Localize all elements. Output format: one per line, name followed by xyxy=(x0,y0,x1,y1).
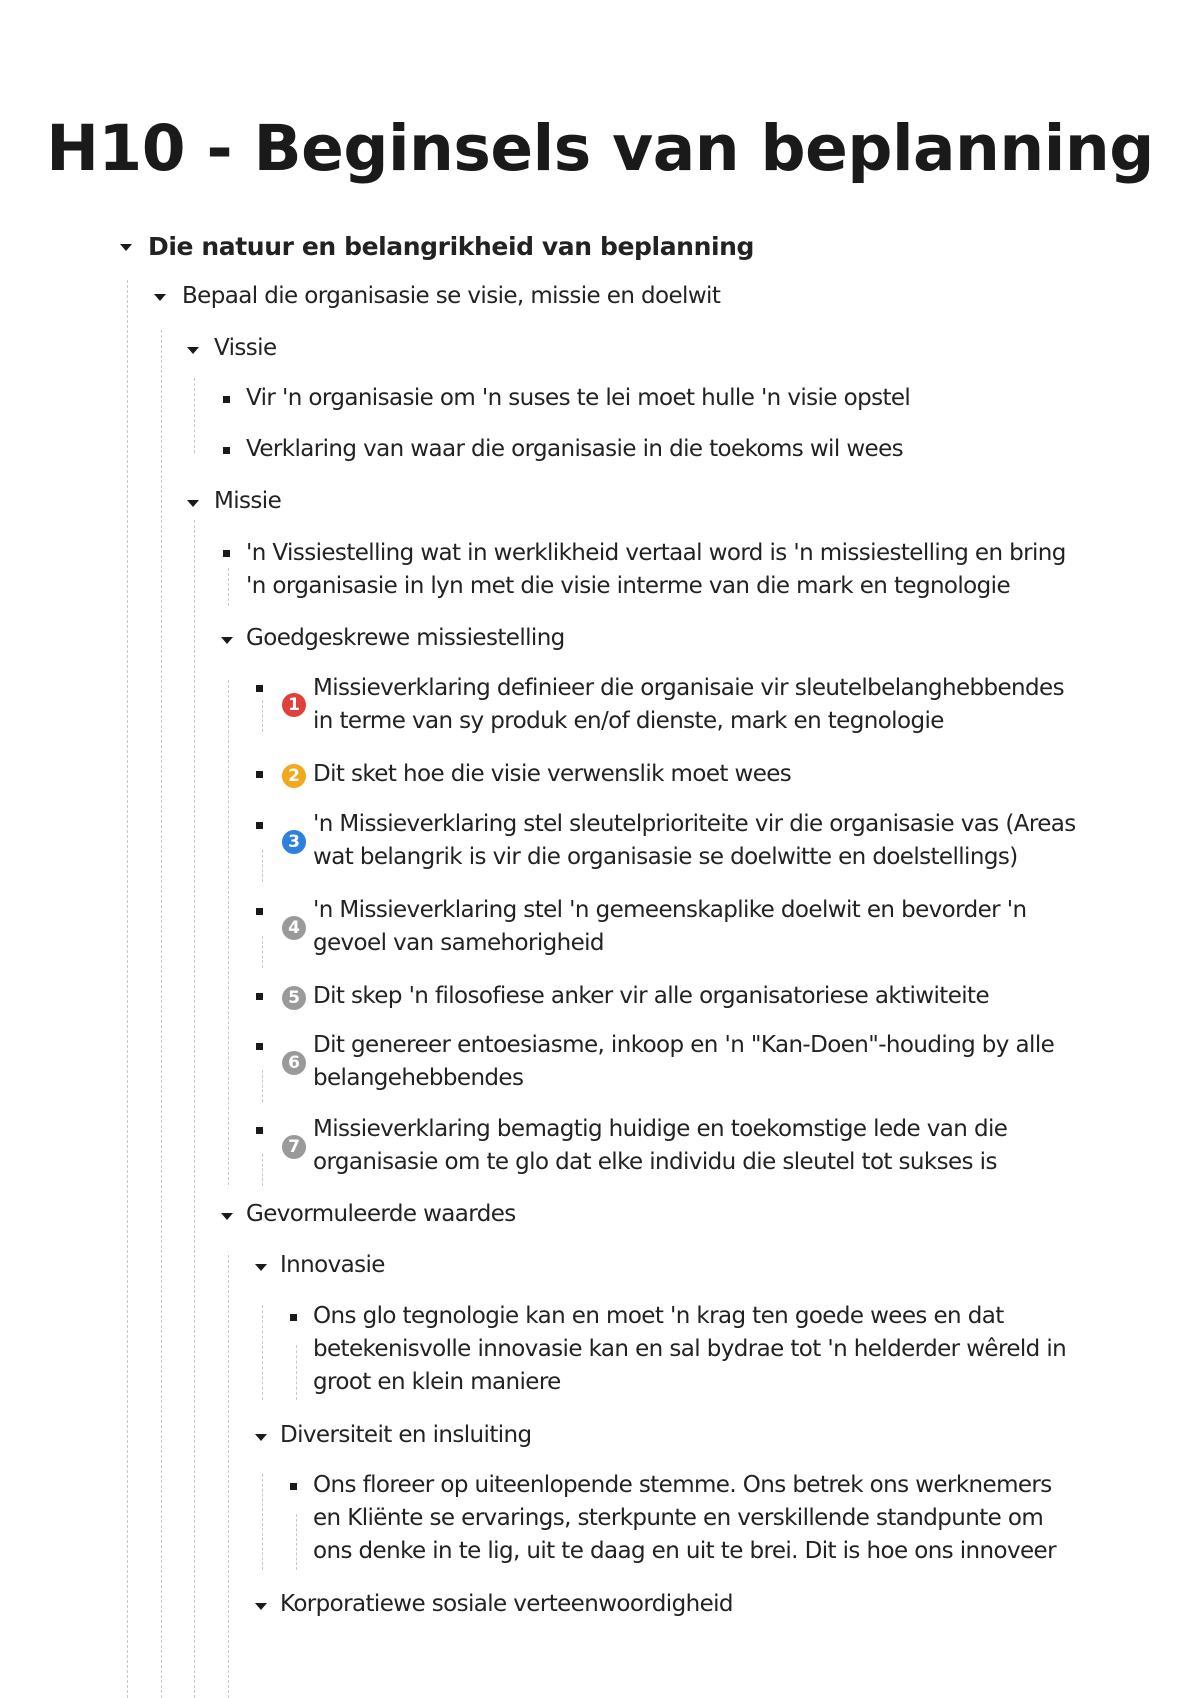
outline-item-missie: Missie xyxy=(214,488,282,514)
outline-item-diversiteit: Diversiteit en insluiting xyxy=(280,1422,532,1448)
bullet-icon xyxy=(256,771,263,778)
number-1-icon: 1 xyxy=(282,693,306,717)
guide-goed-1 xyxy=(262,700,263,732)
list-item: Dit sket hoe die visie verwenslik moet wees xyxy=(313,761,792,787)
outline-item-waardes: Gevormuleerde waardes xyxy=(246,1201,516,1227)
page-title: H10 - Beginsels van beplanning xyxy=(46,112,1154,185)
guide-goed-7 xyxy=(262,1154,263,1186)
toggle-caret-icon[interactable] xyxy=(187,347,199,354)
number-2-icon: 2 xyxy=(282,764,306,788)
guide-innovasie xyxy=(262,1305,263,1400)
list-item-continuation: en Kliënte se ervarings, sterkpunte en verskillende standpunte om xyxy=(313,1505,1044,1531)
guide-innovasie-item xyxy=(296,1345,297,1400)
list-item: Dit genereer entoesiasme, inkoop en 'n "Kan-Doen"-houding by alle xyxy=(313,1032,1055,1058)
list-item-continuation: 'n organisasie in lyn met die visie interme van die mark en tegnologie xyxy=(246,573,1010,599)
list-item-continuation: groot en klein maniere xyxy=(313,1369,561,1395)
list-item: Ons floreer op uiteenlopende stemme. Ons betrek ons werknemers xyxy=(313,1472,1052,1498)
outline-item-innovasie: Innovasie xyxy=(280,1252,385,1278)
outline-item-korporatiewe: Korporatiewe sosiale verteenwoordigheid xyxy=(280,1591,733,1617)
bullet-icon xyxy=(256,685,263,692)
guide-diversiteit-item xyxy=(296,1514,297,1570)
guide-diversiteit xyxy=(262,1474,263,1570)
guide-goed xyxy=(228,680,229,1185)
toggle-caret-icon[interactable] xyxy=(221,637,233,644)
toggle-caret-icon[interactable] xyxy=(154,294,166,301)
guide-missie-intro xyxy=(228,568,229,606)
guide-level-2 xyxy=(161,330,162,1698)
bullet-icon xyxy=(256,1127,263,1134)
list-item-continuation: betekenisvolle innovasie kan en sal bydrae tot 'n helderder wêreld in xyxy=(313,1336,1067,1362)
list-item: Missieverklaring bemagtig huidige en toekomstige lede van die xyxy=(313,1116,1008,1142)
guide-goed-4 xyxy=(262,936,263,968)
list-item: 'n Missieverklaring stel sleutelprioriteite vir die organisasie vas (Areas xyxy=(313,811,1076,837)
list-item-continuation: gevoel van samehorigheid xyxy=(313,930,604,956)
list-item-continuation: organisasie om te glo dat elke individu die sleutel tot sukses is xyxy=(313,1149,997,1175)
toggle-caret-icon[interactable] xyxy=(120,244,132,251)
guide-missie xyxy=(194,520,195,1698)
bullet-icon xyxy=(256,1043,263,1050)
bullet-icon xyxy=(223,447,230,454)
list-item: Dit skep 'n filosofiese anker vir alle organisatoriese aktiwiteite xyxy=(313,983,990,1009)
bullet-icon xyxy=(256,908,263,915)
number-4-icon: 4 xyxy=(282,916,306,940)
bullet-icon xyxy=(290,1483,297,1490)
list-item: Vir 'n organisasie om 'n suses te lei moet hulle 'n visie opstel xyxy=(246,385,911,411)
bullet-icon xyxy=(290,1314,297,1321)
list-item-continuation: wat belangrik is vir die organisasie se doelwitte en doelstellings) xyxy=(313,844,1018,870)
outline-item-vissie: Vissie xyxy=(214,335,277,361)
guide-level-1 xyxy=(127,280,128,1698)
number-5-icon: 5 xyxy=(282,986,306,1010)
toggle-caret-icon[interactable] xyxy=(255,1264,267,1271)
list-item: Missieverklaring definieer die organisaie vir sleutelbelanghebbendes xyxy=(313,675,1064,701)
number-7-icon: 7 xyxy=(282,1135,306,1159)
bullet-icon xyxy=(256,993,263,1000)
bullet-icon xyxy=(223,550,230,557)
number-6-icon: 6 xyxy=(282,1051,306,1075)
number-3-icon: 3 xyxy=(282,830,306,854)
list-item-continuation: in terme van sy produk en/of dienste, mark en tegnologie xyxy=(313,708,944,734)
outline-item-bepaal: Bepaal die organisasie se visie, missie en doelwit xyxy=(182,283,721,309)
list-item: Verklaring van waar die organisasie in die toekoms wil wees xyxy=(246,436,904,462)
guide-goed-6 xyxy=(262,1070,263,1102)
guide-goed-3 xyxy=(262,850,263,882)
toggle-caret-icon[interactable] xyxy=(255,1434,267,1441)
list-item-continuation: belangehebbendes xyxy=(313,1065,524,1091)
list-item-continuation: ons denke in te lig, uit te daag en uit te brei. Dit is hoe ons innoveer xyxy=(313,1538,1056,1564)
list-item: 'n Vissiestelling wat in werklikheid vertaal word is 'n missiestelling en bring xyxy=(246,540,1066,566)
list-item: 'n Missieverklaring stel 'n gemeenskaplike doelwit en bevorder 'n xyxy=(313,897,1027,923)
toggle-caret-icon[interactable] xyxy=(255,1603,267,1610)
bullet-icon xyxy=(223,396,230,403)
toggle-caret-icon[interactable] xyxy=(187,500,199,507)
section-heading: Die natuur en belangrikheid van beplanning xyxy=(148,232,755,261)
toggle-caret-icon[interactable] xyxy=(221,1213,233,1220)
guide-vissie xyxy=(194,378,195,453)
list-item: Ons glo tegnologie kan en moet 'n krag ten goede wees en dat xyxy=(313,1303,1004,1329)
outline-item-goedgeskrewe: Goedgeskrewe missiestelling xyxy=(246,625,565,651)
guide-waardes xyxy=(228,1255,229,1698)
bullet-icon xyxy=(256,822,263,829)
